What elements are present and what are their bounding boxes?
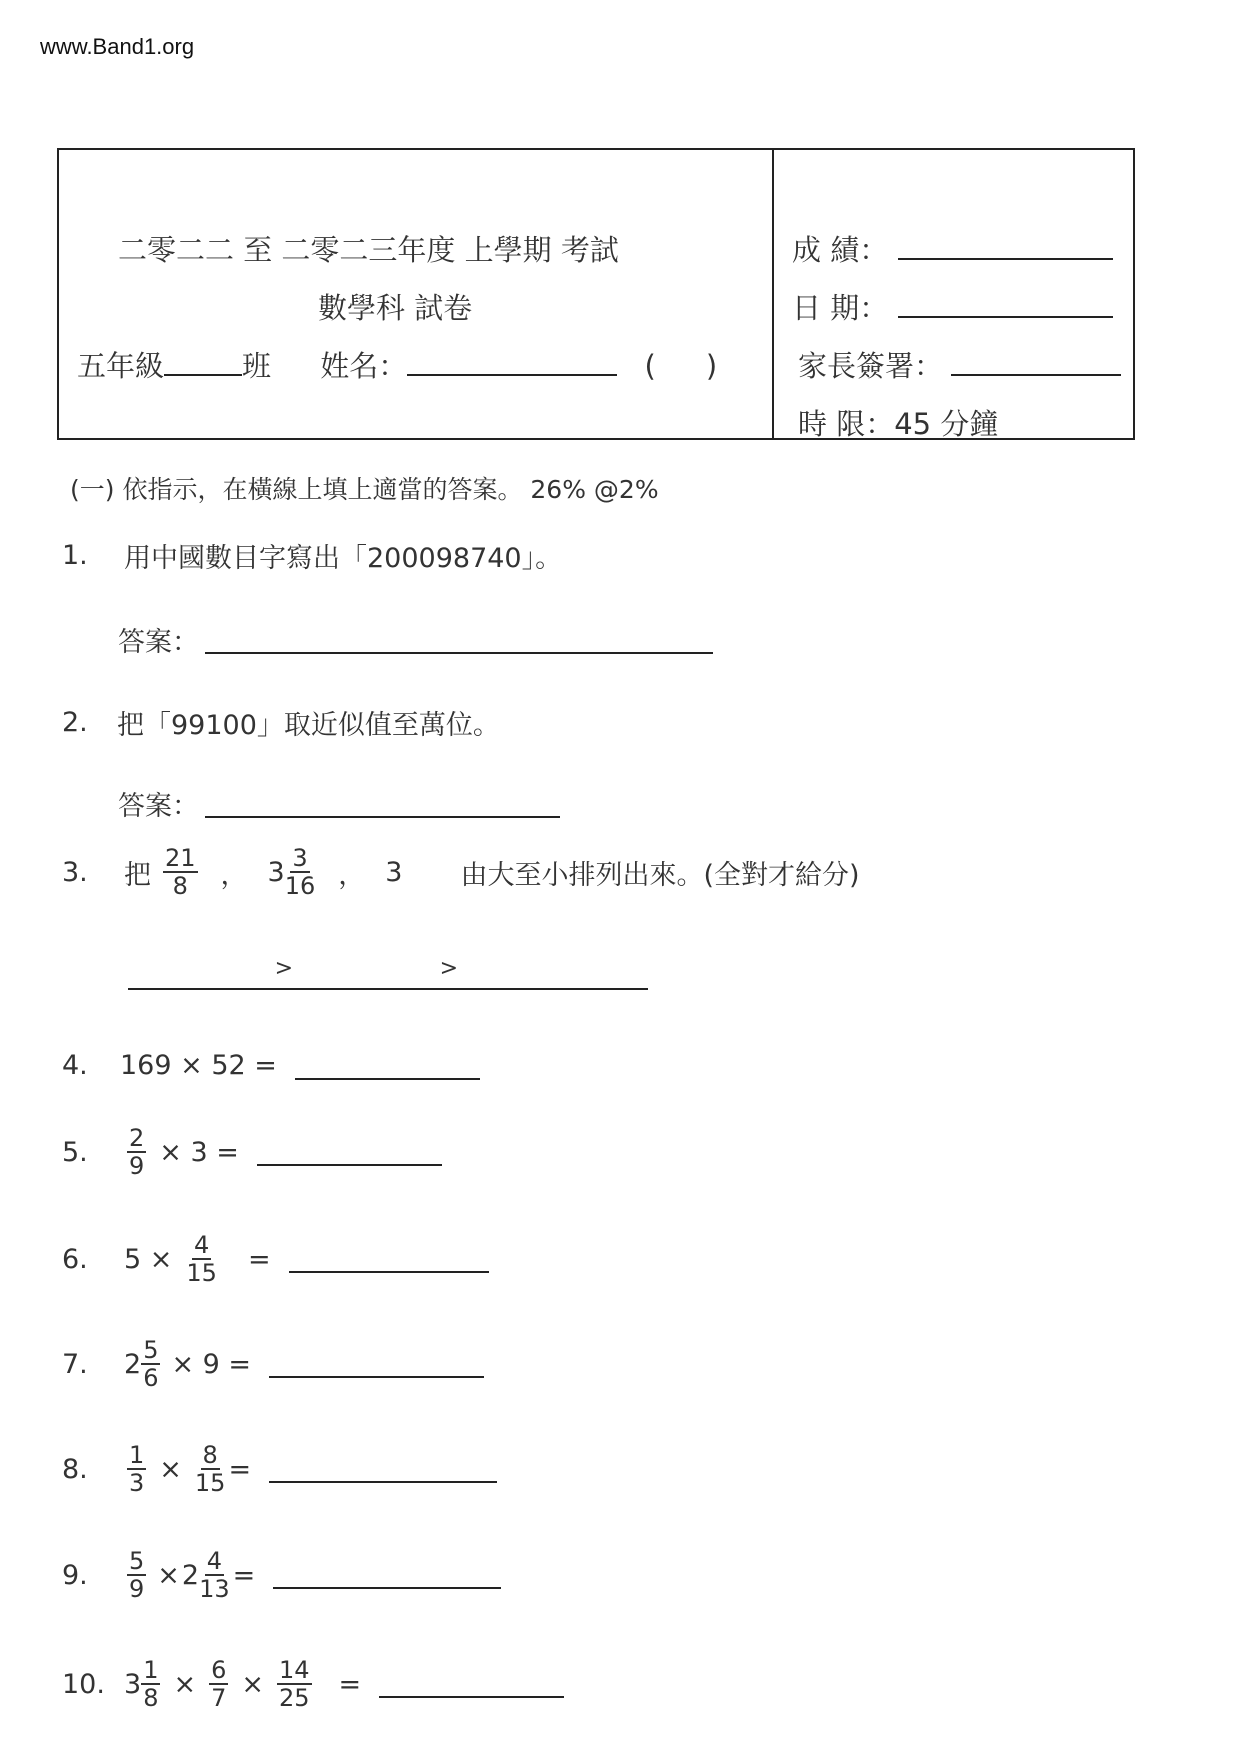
q5-answer-field[interactable] — [257, 1138, 442, 1166]
question-7 — [62, 1337, 484, 1391]
numerator: 1 — [143, 1656, 159, 1684]
exam-subject: 數學科 試卷 — [318, 291, 473, 325]
equals: = — [247, 1243, 271, 1275]
header-divider — [772, 148, 774, 440]
date-label: 日 期： — [792, 291, 889, 325]
greater-than: > — [439, 956, 458, 981]
score-label: 成 績： — [792, 233, 889, 267]
fraction — [141, 1657, 160, 1711]
denominator: 16 — [284, 872, 316, 900]
numerator: 1 — [129, 1441, 145, 1469]
fraction — [285, 845, 316, 899]
denominator: 13 — [199, 1575, 230, 1603]
q6-expression: 5 × — [124, 1243, 173, 1275]
parent-sign-label: 家長簽署： — [798, 349, 944, 383]
score-field[interactable] — [898, 258, 1113, 260]
numerator: 3 — [292, 844, 308, 872]
site-watermark: www.Band1.org — [40, 34, 195, 59]
exam-title: 二零二二 至 二零二三年度 上學期 考試 — [118, 233, 619, 267]
whole-number: 3 — [267, 856, 285, 888]
question-10 — [62, 1657, 564, 1711]
q9-number: 9. — [62, 1559, 88, 1591]
question-1 — [62, 536, 562, 575]
fraction — [127, 1442, 146, 1496]
fraction — [163, 845, 198, 899]
fraction — [141, 1337, 160, 1391]
q4-answer-field[interactable] — [295, 1052, 480, 1080]
question-6 — [62, 1232, 489, 1286]
q3-answer-row — [128, 956, 648, 990]
times: × — [241, 1668, 264, 1700]
fraction — [127, 1548, 146, 1602]
whole-number: 3 — [124, 1668, 142, 1700]
numerator: 5 — [143, 1336, 159, 1364]
denominator: 25 — [279, 1684, 310, 1712]
paren-close: ) — [705, 349, 718, 383]
q5-number: 5. — [62, 1136, 88, 1168]
equals: = — [232, 1559, 256, 1591]
q6-number: 6. — [62, 1243, 88, 1275]
fraction — [209, 1657, 228, 1711]
numerator: 21 — [165, 844, 196, 872]
denominator: 15 — [194, 1469, 226, 1497]
question-8 — [62, 1442, 497, 1496]
whole-number: 2 — [124, 1348, 142, 1380]
date-field[interactable] — [898, 316, 1113, 318]
time-limit: 時 限：45 分鐘 — [798, 407, 999, 441]
q6-answer-field[interactable] — [289, 1245, 489, 1273]
class-field[interactable] — [164, 374, 242, 376]
q8-answer-field[interactable] — [269, 1455, 497, 1483]
answer-label: 答案： — [118, 627, 199, 658]
whole-number: 2 — [181, 1559, 200, 1591]
q1-answer-field[interactable] — [205, 626, 713, 654]
equals: = — [228, 1453, 252, 1485]
denominator: 8 — [172, 872, 188, 900]
q2-answer-row — [118, 784, 560, 823]
q1-text: 用中國數目字寫出「200098740」。 — [124, 543, 563, 574]
q9-answer-field[interactable] — [273, 1561, 501, 1589]
paren-open: ( — [644, 349, 656, 383]
q10-number: 10. — [62, 1668, 105, 1700]
question-3 — [62, 845, 860, 899]
q2-answer-field[interactable] — [205, 790, 560, 818]
name-field[interactable] — [407, 374, 617, 376]
grade-label: 五年級 — [77, 349, 165, 383]
numerator: 5 — [129, 1547, 145, 1575]
q4-expression: 169 × 52 = — [120, 1050, 277, 1081]
q3-text: 由大至小排列出來。(全對才給分) — [460, 859, 860, 891]
q2-text: 把「99100」取近似值至萬位。 — [117, 710, 500, 741]
q4-number: 4. — [62, 1050, 88, 1081]
denominator: 9 — [129, 1152, 145, 1180]
fraction — [195, 1442, 226, 1496]
numerator: 6 — [211, 1656, 227, 1684]
question-5 — [62, 1125, 442, 1179]
q3-answer-field-3[interactable] — [458, 960, 648, 990]
student-info-row — [77, 344, 717, 385]
q2-number: 2. — [62, 707, 88, 738]
greater-than: > — [274, 956, 293, 981]
equals: = — [338, 1668, 362, 1700]
separator: ， — [338, 859, 366, 891]
numerator: 4 — [194, 1231, 210, 1259]
section-heading: (一) 依指示，在橫線上填上適當的答案。 26% @2% — [70, 475, 659, 504]
separator: ， — [220, 859, 248, 891]
q7-expression: × 9 = — [171, 1348, 252, 1380]
q5-expression: × 3 = — [159, 1136, 239, 1168]
question-2 — [62, 703, 500, 742]
times: × — [173, 1668, 197, 1700]
question-9 — [62, 1548, 501, 1602]
q7-number: 7. — [62, 1348, 88, 1380]
question-4 — [62, 1050, 480, 1081]
numerator: 8 — [202, 1441, 218, 1469]
denominator: 3 — [129, 1469, 145, 1497]
q1-number: 1. — [62, 540, 88, 571]
numerator: 14 — [279, 1656, 310, 1684]
q8-number: 8. — [62, 1453, 88, 1485]
fraction — [277, 1657, 312, 1711]
date-row — [792, 286, 1113, 327]
class-label: 班 — [242, 349, 272, 383]
denominator: 9 — [129, 1575, 145, 1603]
denominator: 6 — [143, 1364, 159, 1392]
numerator: 4 — [206, 1547, 222, 1575]
fraction — [186, 1232, 217, 1286]
q3-answer-field-1[interactable] — [128, 956, 293, 990]
name-label: 姓名： — [320, 349, 408, 383]
q3-answer-field-2[interactable] — [293, 956, 458, 990]
value: 3 — [385, 856, 403, 888]
parent-sign-row — [798, 344, 1121, 385]
denominator: 8 — [143, 1684, 159, 1712]
q3-number: 3. — [62, 856, 88, 888]
times: × — [159, 1453, 182, 1485]
parent-sign-field[interactable] — [951, 374, 1121, 376]
denominator: 7 — [211, 1684, 227, 1712]
denominator: 15 — [186, 1259, 217, 1287]
score-row — [792, 228, 1113, 269]
fraction — [199, 1548, 230, 1602]
q7-answer-field[interactable] — [269, 1350, 484, 1378]
q1-answer-row — [118, 620, 713, 659]
q3-pre: 把 — [124, 859, 151, 891]
times: × — [157, 1559, 180, 1591]
fraction — [127, 1125, 146, 1179]
q10-answer-field[interactable] — [379, 1670, 564, 1698]
answer-label: 答案： — [118, 791, 199, 822]
numerator: 2 — [129, 1124, 145, 1152]
